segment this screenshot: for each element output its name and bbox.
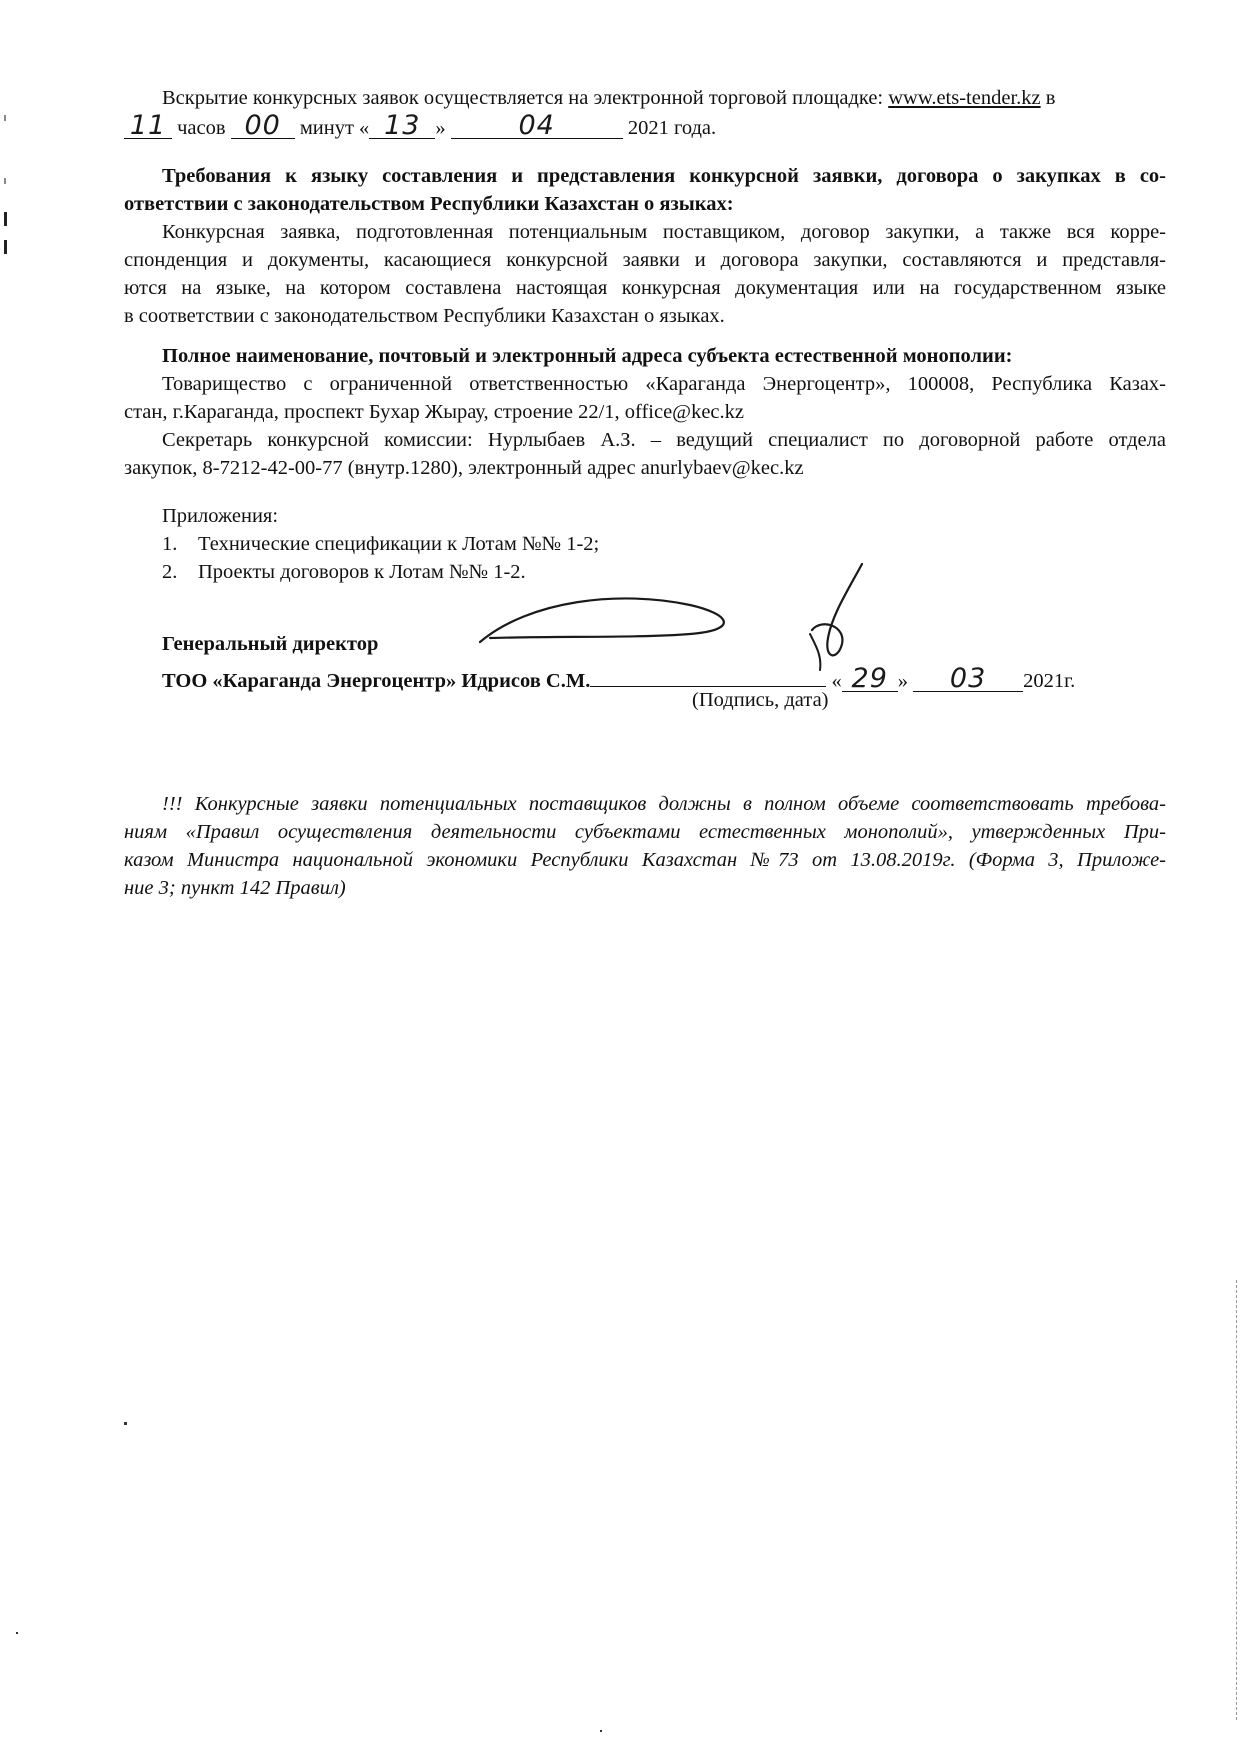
minutes-field: 00 [231, 112, 295, 139]
quote-close: » [897, 670, 908, 692]
note-line: ниям «Правил осуществления деятельности субъектами естественных монополий», утвержденных При- [124, 821, 1166, 843]
month-field: 04 [451, 112, 623, 139]
note-line: !!! Конкурсные заявки потенциальных поставщиков должны в полном объеме соответствовать требова- [162, 793, 1166, 815]
hours-field: 11 [124, 112, 172, 139]
hours-label: часов [177, 117, 226, 139]
director-position: Генеральный директор [162, 633, 379, 655]
opening-line-1 [124, 84, 1166, 112]
company-signatory: ТОО «Караганда Энергоцентр» Идрисов С.М. [162, 670, 591, 692]
opening-line-2 [124, 112, 716, 142]
sign-year: 2021г. [1023, 670, 1076, 692]
attachment-text: Технические спецификации к Лотам №№ 1-2; [198, 533, 600, 555]
language-heading-cont: ответствии с законодательством Республики Казахстан о языках: [124, 193, 734, 215]
quote-open: « [831, 670, 842, 692]
scan-mark [4, 212, 7, 226]
entity-heading: Полное наименование, почтовый и электронный адреса субъекта естественной монополии: [162, 345, 1013, 367]
secretary-line: закупок, 8-7212-42-00-77 (внутр.1280), электронный адрес anurlybaev@kec.kz [124, 457, 804, 479]
quote-close: » [435, 117, 446, 139]
attachment-item [162, 530, 599, 558]
signature-caption: (Подпись, дата) [692, 689, 829, 711]
opening-text-tail: в [1045, 87, 1056, 109]
language-body-line: спонденция и документы, касающиеся конкурсной заявки и договора закупки, составляются и представля- [124, 249, 1166, 271]
attachment-text: Проекты договоров к Лотам №№ 1-2. [198, 561, 526, 583]
day-field: 13 [369, 112, 435, 139]
sign-day-field: 29 [842, 665, 898, 692]
scan-speck [600, 1730, 602, 1732]
company-line: стан, г.Караганда, проспект Бухар Жырау, строение 22/1, office@kec.kz [124, 401, 744, 423]
attachments-title: Приложения: [162, 505, 279, 527]
year-text: 2021 года. [627, 117, 717, 139]
attachment-num: 1. [162, 533, 178, 555]
signature-line [162, 660, 1075, 695]
attachment-num: 2. [162, 561, 178, 583]
secretary-line: Секретарь конкурсной комиссии: Нурлыбаев А.З. – ведущий специалист по договорной работе отдела [162, 429, 1166, 451]
sign-month-field: 03 [913, 665, 1023, 692]
opening-text: Вскрытие конкурсных заявок осуществляется на электронной торговой площадке: [162, 87, 884, 109]
scan-edge [1236, 1280, 1238, 1720]
signature-blank [590, 660, 826, 687]
minutes-label: минут « [299, 117, 370, 139]
note-line: казом Министра национальной экономики Республики Казахстан №73 от 13.08.2019г. (Форма 3, Приложе- [124, 849, 1166, 871]
scan-speck [16, 1632, 18, 1634]
website-link[interactable]: www.ets-tender.kz [888, 87, 1041, 109]
language-body-line: в соответствии с законодательством Республики Казахстан о языках. [124, 305, 725, 327]
company-line: Товарищество с ограниченной ответственностью «Караганда Энергоцентр», 100008, Республика Казах- [162, 373, 1166, 395]
scan-speck [124, 1422, 127, 1425]
scan-mark [4, 115, 6, 121]
scan-mark [4, 240, 7, 254]
note-line: ние 3; пункт 142 Правил) [124, 877, 346, 899]
language-body-line: Конкурсная заявка, подготовленная потенциальным поставщиком, договор закупки, а также вся корре- [162, 221, 1166, 243]
scan-mark [4, 178, 6, 184]
language-body-line: ются на языке, на котором составлена настоящая конкурсная документация или на государственном языке [124, 277, 1166, 299]
language-heading: Требования к языку составления и представления конкурсной заявки, договора о закупках в со- [162, 165, 1166, 187]
